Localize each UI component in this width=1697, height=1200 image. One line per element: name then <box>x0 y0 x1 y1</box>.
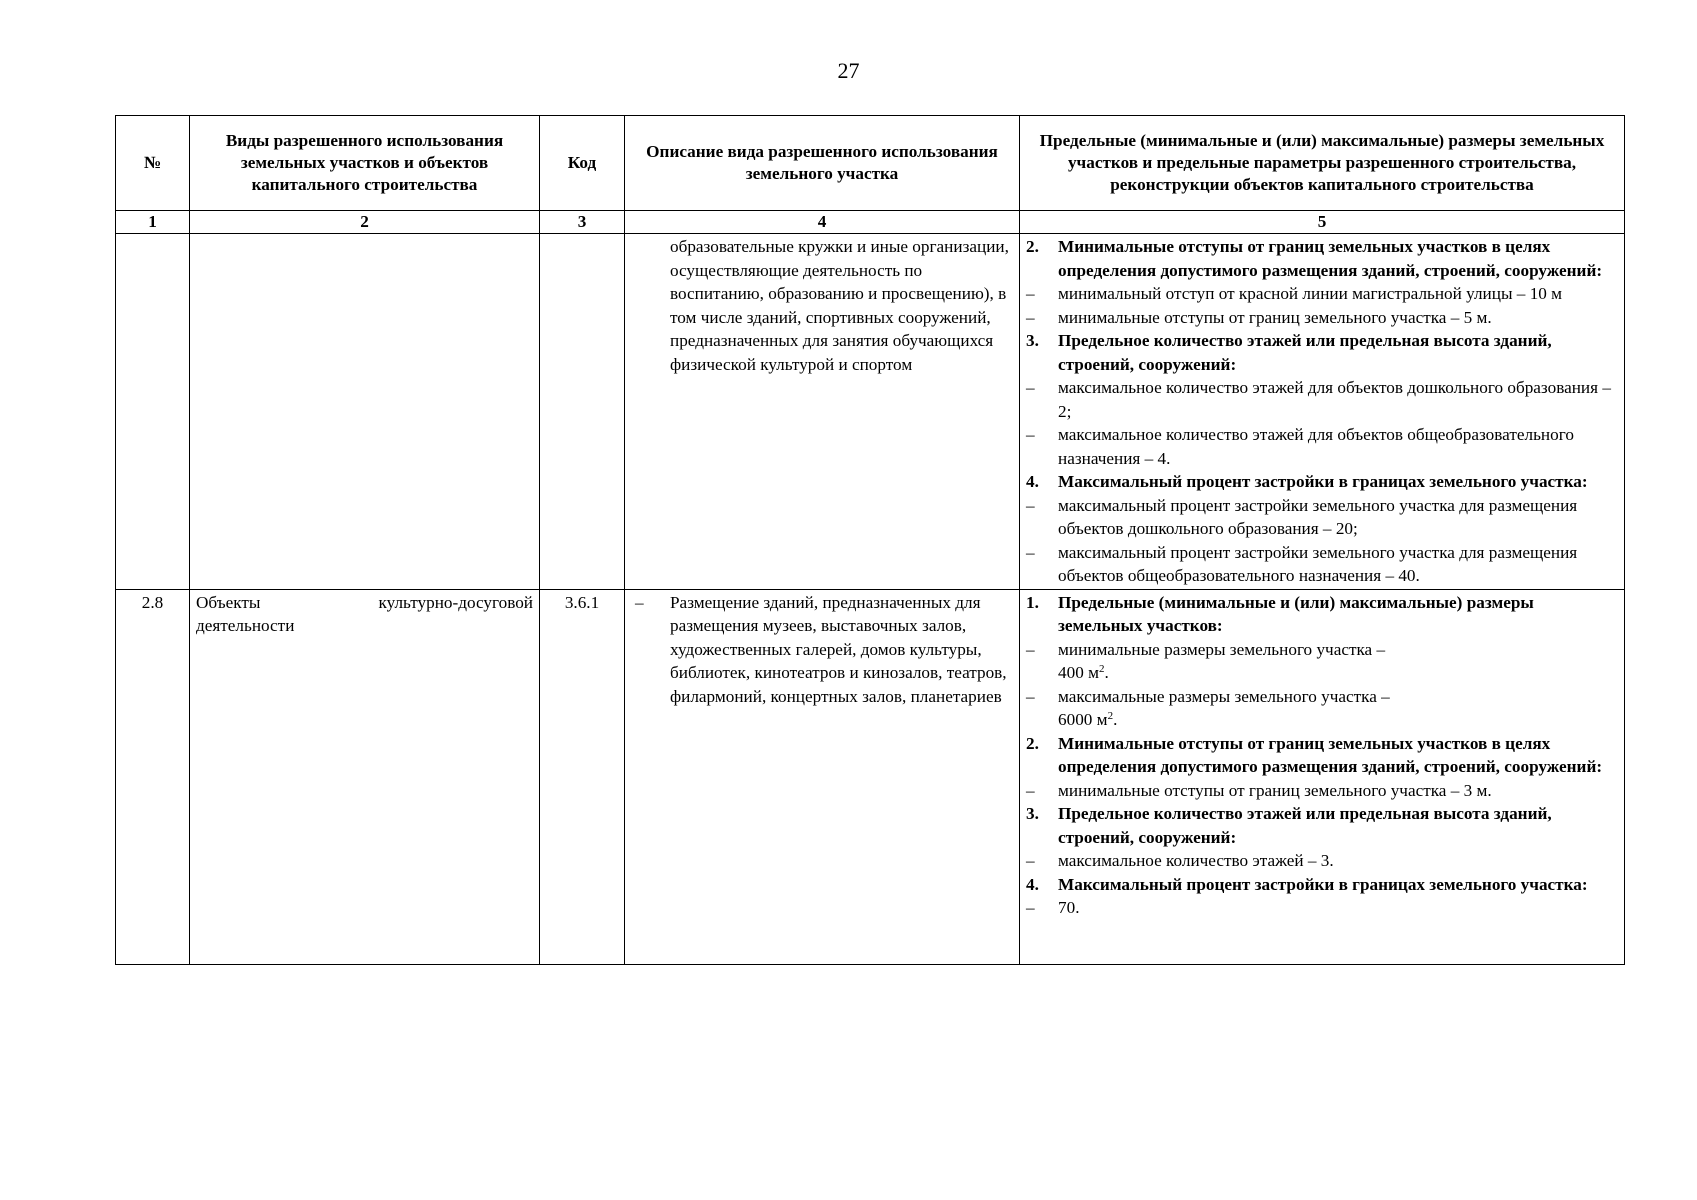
param-heading <box>1026 329 1618 376</box>
column-number-row <box>116 211 1625 234</box>
param-heading <box>1026 802 1618 849</box>
column-number: 3 <box>540 211 625 234</box>
param-value <box>1026 306 1618 330</box>
param-value-text <box>1058 638 1618 685</box>
list-marker: – <box>1026 898 1035 917</box>
param-value <box>1026 541 1618 588</box>
header-code: Код <box>540 116 625 211</box>
param-value-text: максимальное количество этажей – 3. <box>1058 851 1334 870</box>
list-marker: 3. <box>1026 331 1039 350</box>
param-value <box>1026 423 1618 470</box>
column-number: 1 <box>116 211 190 234</box>
permitted-use-table <box>115 115 1625 965</box>
param-heading <box>1026 235 1618 282</box>
param-heading-text: Предельное количество этажей или предельная высота зданий, строений, сооружений: <box>1058 804 1552 847</box>
list-marker: – <box>1026 639 1035 659</box>
description-text: Размещение зданий, предназначенных для размещения музеев, выставочных залов, художественных галерей, домов культуры, библиотек, кинотеатров и кинозалов, театров, филармоний, концертных залов, планетариев <box>670 592 1007 706</box>
param-value <box>1026 849 1618 873</box>
row-code <box>540 234 625 590</box>
list-marker: – <box>1026 686 1035 706</box>
punctuation: . <box>1113 710 1118 729</box>
list-marker: – <box>1026 284 1035 303</box>
list-marker: 1. <box>1026 592 1039 612</box>
param-value-text <box>1058 685 1618 732</box>
param-heading-text: Предельные (минимальные и (или) максимальные) размеры земельных участков: <box>1058 592 1534 635</box>
list-marker: – <box>1026 495 1035 515</box>
row-description: образовательные кружки и иные организации, осуществляющие деятельность по воспитанию, образованию и просвещению), в том числе зданий, спортивных сооружений, предназначенных для занятия обучающихся физической культурой и спортом <box>625 234 1020 590</box>
row-description <box>625 589 1020 964</box>
param-value <box>1026 376 1618 423</box>
header-parameters: Предельные (минимальные и (или) максимальные) размеры земельных участков и предельные параметры разрешенного строительства, реконструкции объектов капитального строительства <box>1020 116 1625 211</box>
param-heading <box>1026 591 1618 638</box>
superscript: 2 <box>1107 710 1114 722</box>
list-marker: – <box>1026 307 1035 327</box>
use-type-line: Объекты культурно-досуговой <box>196 592 533 612</box>
param-heading <box>1026 732 1618 779</box>
param-value-text: максимальное количество этажей для объектов дошкольного образования – 2; <box>1058 378 1611 421</box>
list-marker: – <box>1026 542 1035 562</box>
param-value <box>1026 896 1618 920</box>
param-value-text: максимальное количество этажей для объектов общеобразовательного назначения – 4. <box>1058 425 1574 468</box>
list-marker: – <box>1026 851 1035 870</box>
punctuation: . <box>1104 663 1109 682</box>
list-marker: 4. <box>1026 472 1039 491</box>
param-value <box>1026 282 1618 306</box>
list-marker: – <box>1026 378 1035 397</box>
param-value-text: минимальные отступы от границ земельного участка – 3 м. <box>1058 780 1492 800</box>
list-marker: 2. <box>1026 237 1039 256</box>
list-marker: – <box>1026 780 1035 800</box>
table-row <box>116 589 1625 964</box>
column-number: 4 <box>625 211 1020 234</box>
row-use-type <box>190 589 540 964</box>
param-value <box>1026 494 1618 541</box>
row-code: 3.6.1 <box>540 589 625 964</box>
column-number: 5 <box>1020 211 1625 234</box>
param-value <box>1026 779 1618 803</box>
list-marker: 2. <box>1026 733 1039 753</box>
header-description: Описание вида разрешенного использования земельного участка <box>625 116 1020 211</box>
param-heading-text: Минимальные отступы от границ земельных участков в целях определения допустимого размещения зданий, строений, сооружений: <box>1058 733 1603 776</box>
param-heading <box>1026 470 1618 494</box>
param-value-text: минимальные отступы от границ земельного участка – 5 м. <box>1058 307 1492 327</box>
row-parameters <box>1020 234 1625 590</box>
param-value-text: минимальный отступ от красной линии магистральной улицы – 10 м <box>1058 284 1563 303</box>
table-row <box>116 234 1625 590</box>
row-number: 2.8 <box>116 589 190 964</box>
column-number: 2 <box>190 211 540 234</box>
param-value-text: 70. <box>1058 898 1080 917</box>
superscript: 2 <box>1098 663 1105 675</box>
param-heading-text: Максимальный процент застройки в границах земельного участка: <box>1058 472 1588 491</box>
page-number: 27 <box>837 58 860 83</box>
header-row <box>116 116 1625 211</box>
header-number: № <box>116 116 190 211</box>
param-value-number: 6000 м <box>1058 710 1108 729</box>
param-heading <box>1026 873 1618 897</box>
param-value-text: максимальный процент застройки земельного участка для размещения объектов общеобразовательного назначения – 40. <box>1058 542 1578 585</box>
param-value <box>1026 638 1618 685</box>
param-heading-text: Предельное количество этажей или предельная высота зданий, строений, сооружений: <box>1058 331 1552 374</box>
header-use-type: Виды разрешенного использования земельных участков и объектов капитального строительства <box>190 116 540 211</box>
use-type-line: деятельности <box>196 616 295 635</box>
param-heading-text: Минимальные отступы от границ земельных участков в целях определения допустимого размещения зданий, строений, сооружений: <box>1058 237 1603 280</box>
param-value <box>1026 685 1618 732</box>
list-marker: – <box>1026 425 1035 444</box>
param-heading-text: Максимальный процент застройки в границах земельного участка: <box>1058 874 1588 894</box>
list-marker: 3. <box>1026 804 1039 823</box>
dash-marker: – <box>635 592 644 612</box>
row-number <box>116 234 190 590</box>
param-value-text: максимальный процент застройки земельного участка для размещения объектов дошкольного образования – 20; <box>1058 495 1578 538</box>
param-value-number: 400 м <box>1058 663 1099 682</box>
row-use-type <box>190 234 540 590</box>
param-value-label: максимальные размеры земельного участка – <box>1058 686 1390 706</box>
row-parameters <box>1020 589 1625 964</box>
param-value-label: минимальные размеры земельного участка – <box>1058 639 1386 659</box>
list-marker: 4. <box>1026 874 1039 894</box>
